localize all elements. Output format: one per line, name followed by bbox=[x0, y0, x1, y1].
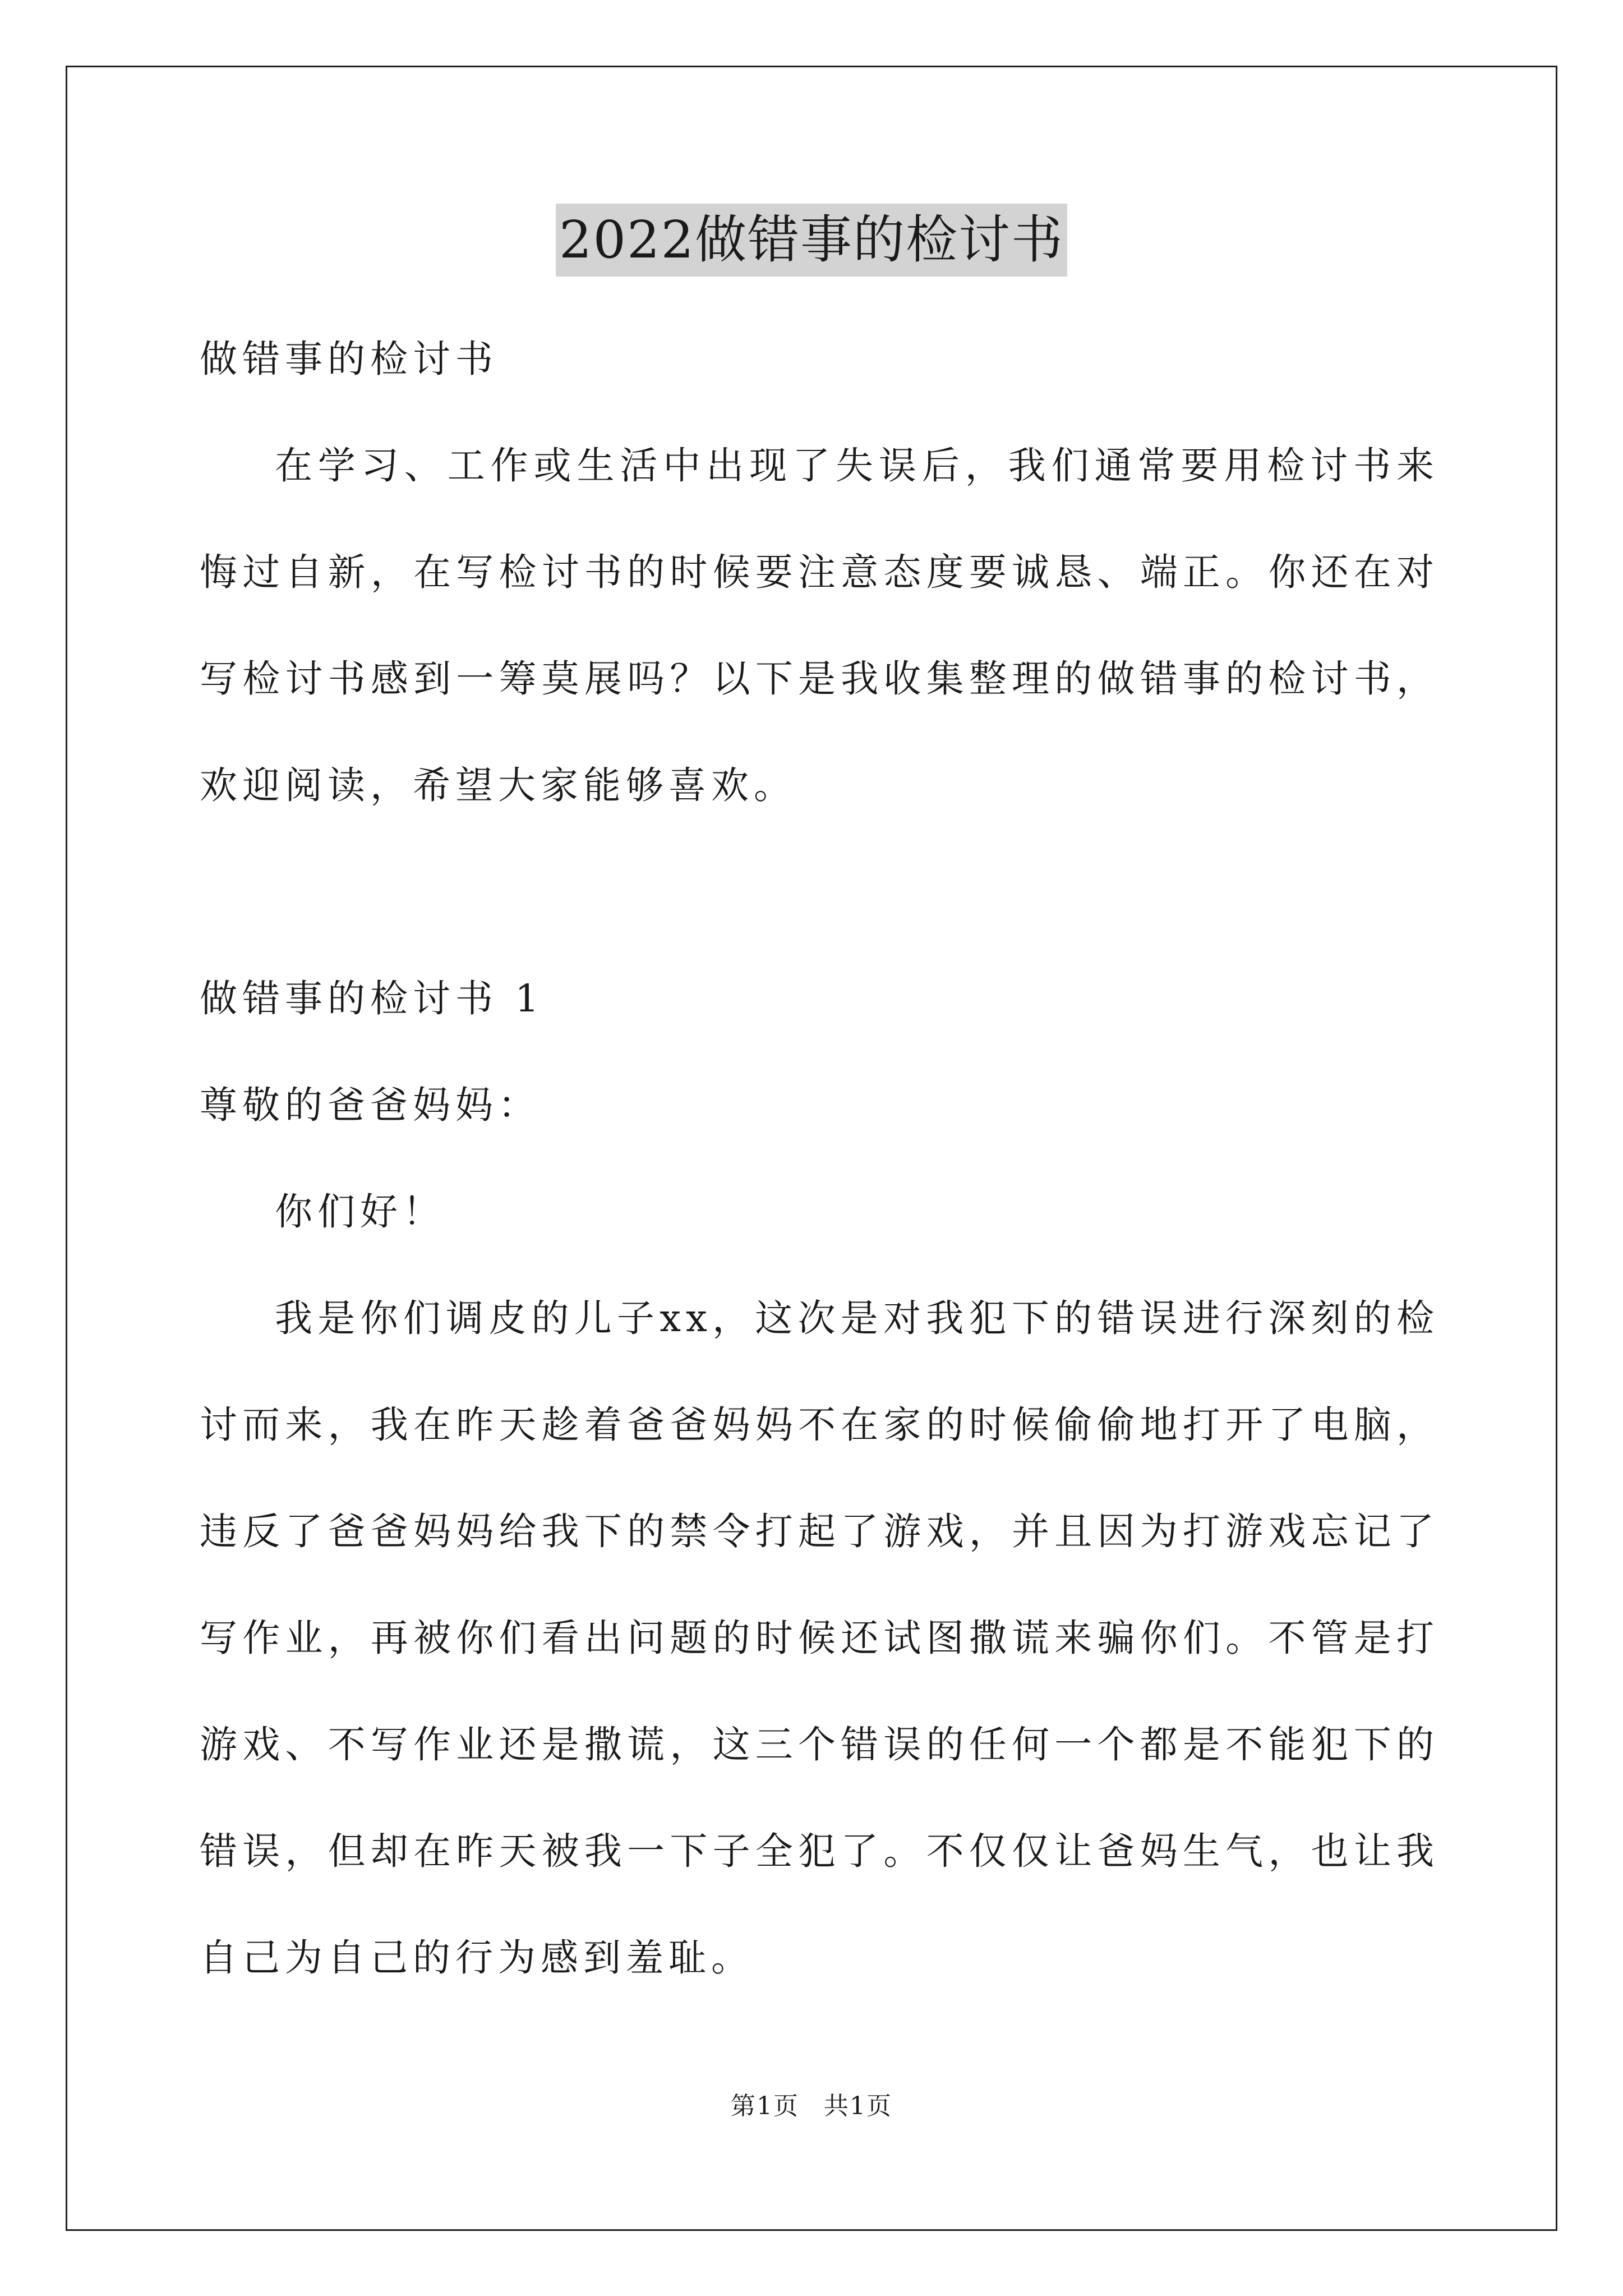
document-title: 2022做错事的检讨书 bbox=[556, 204, 1067, 277]
intro-paragraph: 在学习、工作或生活中出现了失误后，我们通常要用检讨书来悔过自新，在写检讨书的时候要注意态度要诚恳、端正。你还在对写检讨书感到一筹莫展吗？以下是我收集整理的做错事的检讨书，欢迎阅读，希望大家能够喜欢。 bbox=[200, 444, 1439, 807]
section-heading: 做错事的检讨书 1 bbox=[200, 977, 544, 1020]
page-number: 第1页 bbox=[731, 2092, 799, 2120]
title-container bbox=[0, 204, 1623, 277]
paragraph-spacer bbox=[200, 839, 1439, 945]
salutation: 尊敬的爸爸妈妈： bbox=[200, 1083, 541, 1127]
page-total: 共1页 bbox=[824, 2092, 892, 2120]
subtitle: 做错事的检讨书 bbox=[200, 337, 498, 381]
body-paragraph: 我是你们调皮的儿子xx，这次是对我犯下的错误进行深刻的检讨而来，我在昨天趁着爸爸妈妈不在家的时候偷偷地打开了电脑，违反了爸爸妈妈给我下的禁令打起了游戏，并且因为打游戏忘记了写作业，再被你们看出问题的时候还试图撒谎来骗你们。不管是打游戏、不写作业还是撒谎，这三个错误的任何一个都是不能犯下的错误，但却在昨天被我一下子全犯了。不仅仅让爸妈生气，也让我自己为自己的行为感到羞耻。 bbox=[200, 1296, 1439, 1980]
greeting: 你们好！ bbox=[275, 1190, 445, 1234]
page-footer bbox=[0, 2090, 1623, 2123]
document-body bbox=[200, 306, 1439, 2011]
